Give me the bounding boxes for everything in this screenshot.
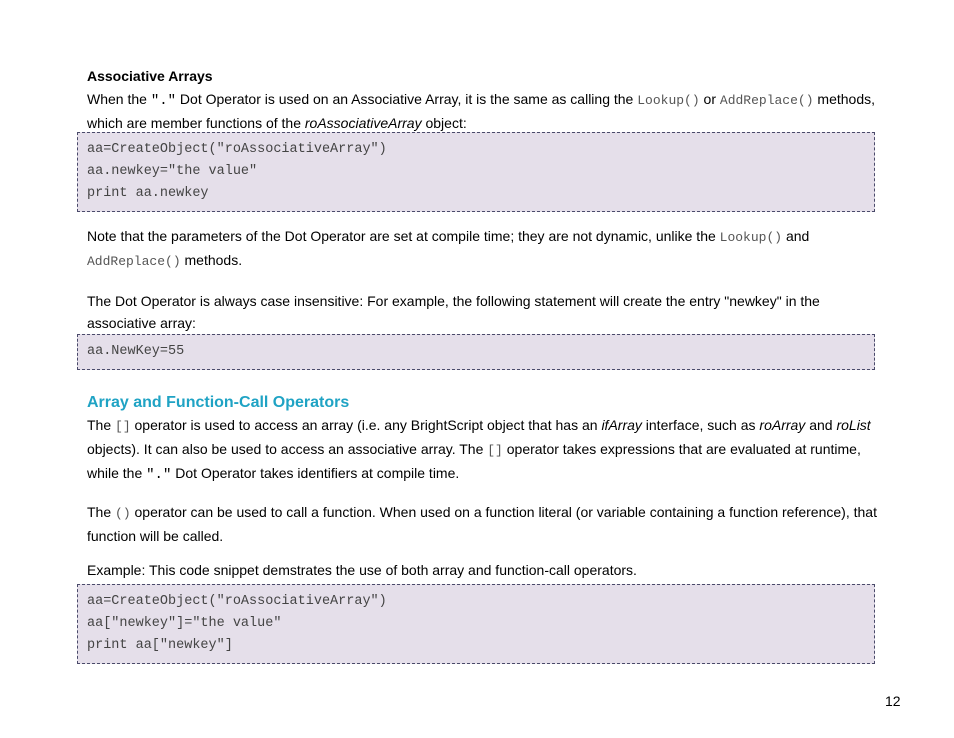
compile-time-note-paragraph <box>87 225 877 273</box>
example-paragraph: Example: This code snippet demstrates the use of both array and function-call operators. <box>87 562 637 578</box>
code-block-array-access <box>77 584 875 664</box>
bracket-operator-code: [] <box>115 419 131 434</box>
code-line: aa.newkey="the value" <box>87 164 258 179</box>
text-run: methods. <box>180 252 243 268</box>
lookup-code: Lookup() <box>719 230 783 245</box>
code-block-dot-operator <box>77 132 875 212</box>
bracket-operator-code: [] <box>487 443 503 458</box>
code-line: aa=CreateObject("roAssociativeArray") <box>87 142 387 157</box>
text-run: The <box>87 504 116 520</box>
page-number: 12 <box>885 693 901 709</box>
code-line: aa.NewKey=55 <box>87 344 185 359</box>
paren-operator-code: () <box>115 506 131 521</box>
lookup-code: Lookup() <box>637 93 700 108</box>
code-line: aa=CreateObject("roAssociativeArray") <box>87 594 387 609</box>
rolist-term: roList <box>836 417 871 433</box>
text-run: operator is used to access an array (i.e. any BrightScript object that has an <box>130 417 602 433</box>
text-run: objects). It can also be used to access an associative array. The <box>87 441 488 457</box>
text-run: interface, such as <box>641 417 760 433</box>
text-run: object: <box>421 115 467 131</box>
text-run: methods, which are member functions of the <box>87 91 875 131</box>
text-run: operator can be used to call a function. When used on a function literal (or variable containing a function reference), that function will be called. <box>87 504 877 544</box>
code-line: aa["newkey"]="the value" <box>87 616 282 631</box>
text-run: and <box>782 228 810 244</box>
text-run: The <box>87 417 116 433</box>
associative-arrays-heading: Associative Arrays <box>87 68 213 84</box>
text-run: and <box>805 417 837 433</box>
text-run: Dot Operator is used on an Associative Array, it is the same as calling the <box>176 91 638 107</box>
dot-operator-code: "." <box>150 93 177 109</box>
code-line: print aa.newkey <box>87 186 209 201</box>
ifarray-term: ifArray <box>601 417 642 433</box>
case-insensitive-paragraph: The Dot Operator is always case insensitive: For example, the following statement will create the entry "newkey" in the associative array: <box>87 293 820 331</box>
addreplace-code: AddReplace() <box>87 254 181 269</box>
array-function-call-heading: Array and Function-Call Operators <box>87 394 350 411</box>
dot-operator-code: "." <box>146 467 172 483</box>
text-run: operator takes expressions that are evaluated at runtime, while the <box>87 441 861 481</box>
text-run: Dot Operator takes identifiers at compile time. <box>171 465 460 481</box>
roarray-term: roArray <box>759 417 806 433</box>
assoc-intro-paragraph <box>87 88 877 134</box>
array-operator-paragraph <box>87 414 877 486</box>
code-line: print aa["newkey"] <box>87 638 233 653</box>
ro-associative-array-term: roAssociativeArray <box>304 115 422 131</box>
text-run: or <box>699 91 720 107</box>
function-call-paragraph <box>87 501 877 547</box>
text-run: When the <box>87 91 151 107</box>
code-block-newkey <box>77 334 875 370</box>
text-run: Note that the parameters of the Dot Operator are set at compile time; they are not dynamic, unlike the <box>87 228 720 244</box>
addreplace-code: AddReplace() <box>719 93 814 108</box>
